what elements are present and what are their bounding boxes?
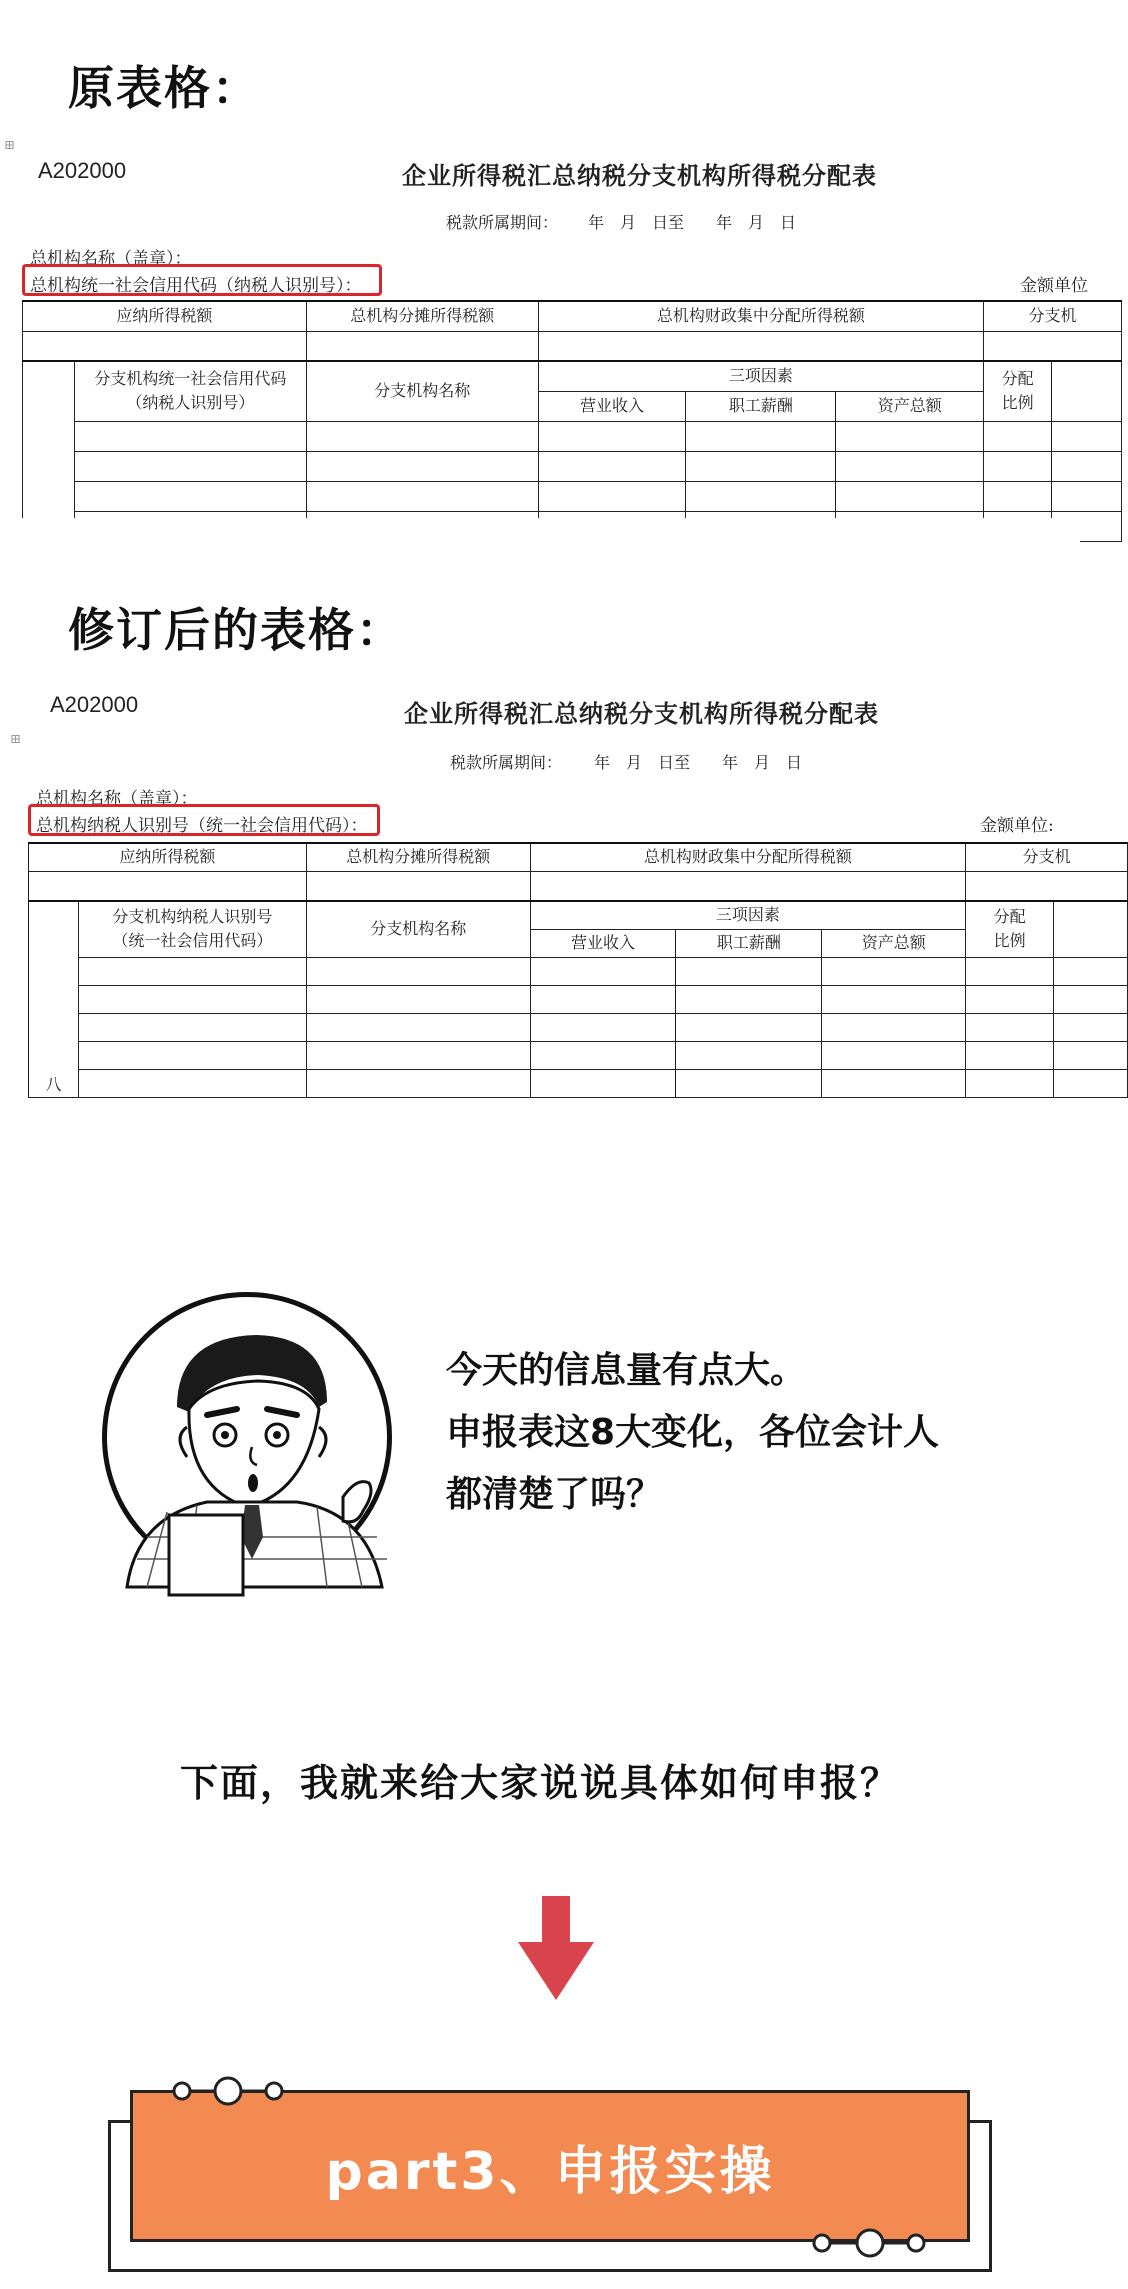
original-form-table: [22, 300, 1122, 542]
period-value: 年 月 日至 年 月 日: [594, 753, 803, 772]
cartoon-avatar: [102, 1292, 392, 1582]
decorative-dots-icon: [810, 2226, 930, 2260]
col-ratio: 分配 比例: [984, 361, 1052, 421]
col-hq-tax: 应纳所得税额: [23, 301, 307, 331]
col-ratio: 分配 比例: [966, 901, 1054, 957]
col-hq-central: 总机构财政集中分配所得税额: [530, 843, 966, 871]
table-row: [29, 1069, 1128, 1097]
original-table-heading: 原表格：: [68, 61, 260, 115]
col-hq-share: 总机构分摊所得税额: [306, 301, 538, 331]
quote-line: 都清楚了吗？: [446, 1474, 663, 1515]
amount-unit-label: 金额单位:: [980, 816, 1054, 836]
revised-table-heading: 修订后的表格：: [68, 603, 404, 657]
table-row: [29, 957, 1128, 985]
revised-form-screenshot: [0, 680, 1080, 1094]
col-hq-tax: 应纳所得税额: [29, 843, 307, 871]
col-hq-share: 总机构分摊所得税额: [306, 843, 530, 871]
col-revenue: 营业收入: [538, 391, 686, 421]
col-salary: 职工薪酬: [676, 929, 822, 957]
col-branch-cut: 分支机: [984, 301, 1122, 331]
col-assets: 资产总额: [836, 391, 984, 421]
form-title: 企业所得税汇总纳税分支机构所得税分配表: [402, 161, 877, 190]
hq-id-label: 总机构统一社会信用代码（纳税人识别号）：: [30, 276, 362, 296]
col-branch-name: 分支机构名称: [306, 901, 530, 957]
table-row: [23, 451, 1122, 481]
period-label: 税款所属期间：: [446, 213, 559, 232]
accountant-illustration: [107, 1297, 397, 1587]
table-row: [29, 1041, 1128, 1069]
col-three-factors: 三项因素: [538, 361, 983, 391]
next-step-text: 下面，我就来给大家说说具体如何申报？: [179, 1761, 900, 1805]
form-code: A202000: [38, 158, 127, 183]
branch-id-header: 分支机构统一社会信用代码 （纳税人识别号）: [74, 361, 306, 421]
col-salary: 职工薪酬: [686, 391, 836, 421]
banner-label: part3、申报实操: [325, 2141, 775, 2202]
quote-line: 申报表这8大变化，各位会计人: [446, 1412, 940, 1453]
col-assets: 资产总额: [822, 929, 966, 957]
table-row: [23, 421, 1122, 451]
period-value: 年 月 日至 年 月 日: [588, 213, 797, 232]
table-row: [29, 1013, 1128, 1041]
col-hq-central: 总机构财政集中分配所得税额: [538, 301, 983, 331]
table-anchor-mark: ⊞: [4, 138, 15, 153]
decorative-dots-icon: [170, 2074, 290, 2108]
amount-unit-label: 金额单位: [1020, 276, 1088, 296]
down-arrow-icon: [518, 1896, 594, 2000]
quote-text: [446, 1340, 939, 1526]
col-branch-name: 分支机构名称: [306, 361, 538, 421]
period-label: 税款所属期间：: [450, 753, 563, 772]
col-branch-cut: 分支机: [966, 843, 1128, 871]
form-title: 企业所得税汇总纳税分支机构所得税分配表: [404, 699, 879, 728]
hq-id-label: 总机构纳税人识别号（统一社会信用代码）：: [36, 816, 368, 836]
hq-name-label: 总机构名称（盖章）：: [36, 789, 198, 809]
quote-line: 今天的信息量有点大。: [446, 1350, 807, 1391]
col-revenue: 营业收入: [530, 929, 676, 957]
hq-name-label: 总机构名称（盖章）：: [30, 249, 192, 269]
section-banner: [130, 2090, 970, 2242]
branch-id-header: 分支机构纳税人识别号 （统一社会信用代码）: [78, 901, 306, 957]
form-code: A202000: [50, 692, 139, 717]
table-anchor-mark: ⊞: [10, 732, 21, 747]
original-form-screenshot: [0, 138, 1088, 520]
highlight-box: [28, 804, 380, 836]
highlight-box: [22, 264, 382, 296]
table-row: [29, 985, 1128, 1013]
col-three-factors: 三项因素: [530, 901, 966, 929]
table-row: [23, 481, 1122, 511]
revised-form-table: [28, 842, 1128, 1098]
row-marker: 八: [29, 901, 79, 1097]
